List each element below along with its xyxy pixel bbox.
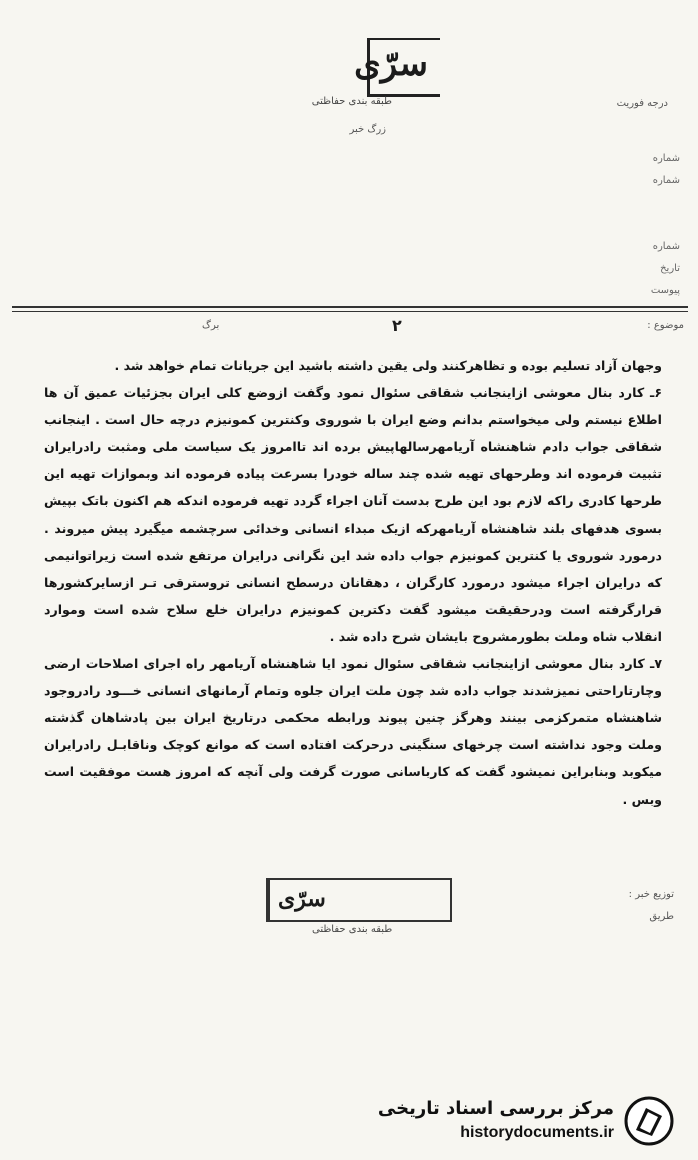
signature-word: سرّی bbox=[278, 886, 326, 912]
distribution-line: توزیع خبر : bbox=[628, 889, 674, 900]
form-field: تاریخ bbox=[660, 263, 680, 274]
stamp-word: سرّی bbox=[354, 44, 428, 84]
classification-note: زرگ خبر bbox=[349, 124, 386, 135]
document-body bbox=[44, 352, 662, 813]
subject-row bbox=[12, 316, 688, 338]
signature-caption: طبقه بندی حفاظتی bbox=[312, 924, 393, 935]
watermark-persian: مرکز بررسی اسناد تاریخی bbox=[377, 1098, 614, 1119]
distribution-block bbox=[564, 884, 674, 928]
stamp-caption: طبقه بندی حفاظتی bbox=[311, 96, 392, 107]
form-field: شماره bbox=[652, 175, 680, 186]
form-field: شماره bbox=[652, 153, 680, 164]
form-fields bbox=[530, 148, 680, 302]
paragraph: ۷ـ کارد بنال معوشی ازاینجانب شقاقی سئوال نمود ایا شاهنشاه آریامهر راه اجرای اصلاحات ارضی وچارتاراحتی نمیزشدند جواب داده شد چون ملت ایران جلوه وتمام آرمانهای انسانی خـــود رادروجود شاهنشاه متمرکزمی بینند وهرگز چنین پیوند ورابطه محکمی درتاریخ ایران بین پادشاهان گذشته وملت وجود نداشته است چرخهای سنگینی درحرکت افتاده است که موانع کوچک وناقابـل رادرایران میکوبد وبنابراین نمیشود گفت که کارباسانی صورت گرفت ولی آنچه که امروز هست موفقیت است وبس . bbox=[44, 656, 662, 807]
distribution-line: طریق bbox=[649, 911, 674, 922]
divider-rule-thin bbox=[12, 311, 688, 312]
form-field bbox=[530, 192, 680, 214]
sheet-label: برگ bbox=[202, 320, 220, 331]
paragraph: وجهان آزاد تسلیم بوده و تظاهرکنند ولی یقین داشته باشید این جریانات تمام خواهد شد . bbox=[114, 358, 662, 373]
archive-logo-icon bbox=[624, 1096, 674, 1146]
form-field bbox=[530, 214, 680, 236]
form-field: پیوست bbox=[650, 285, 680, 296]
priority-label: درجه فوریت bbox=[616, 98, 668, 109]
watermark bbox=[374, 1092, 674, 1150]
paragraph: ۶ـ کارد بنال معوشی ازاینجانب شقاقی سئوال نمود وگفت ازوضع کلی ایران بجزئیات عمیق آن ها اطلاع نیستم ولی میخواستم بدانم وضع ایران با شوروی وکنترین کمونیزم درچه حال است . اینجانب شقاقی جواب دادم شاهنشاه آریامهرسالهاپیش برده اند تاامروز یک سیاست ملی ومثبت رادرایران تثبیت فرموده اند وطرحهای تهیه شده چند ساله خودرا بسرعت پیاده فرموده اند وبموازات تهیه این طرحها کادری راکه لازم بود این طرح بدست آنان اجراء گردد تهیه فرموده اندکه هم اکنون باتک بپیش بسوی هدفهای بلند شاهنشاه آریامهرکه ازیک مبداء انسانی وخدائی سرچشمه میگیرد پیش میروند . درمورد شوروی یا کنترین کمونیزم جواب داده شد این نگرانی درایران مرتفع شده است زیراتوانیمی که درایران اجراء میشود درمورد کارگران ، دهقانان درسطح انسانی تروسترقی تـر ازسایرکشورها قرارگرفته است ودرحقیقت میشود گفت دکترین کمونیزم درایران خلع سلاح شده است وموارد انقلاب شاه وملت بطورمشروح بایشان شرح داده شد . bbox=[44, 385, 662, 644]
divider-rule bbox=[12, 306, 688, 308]
form-field: شماره bbox=[652, 241, 680, 252]
subject-label: موضوع : bbox=[647, 320, 684, 331]
signature-stamp bbox=[248, 872, 448, 936]
classification-stamp bbox=[262, 38, 440, 107]
watermark-english: historydocuments.ir bbox=[460, 1124, 614, 1141]
page-number: ۲ bbox=[392, 316, 402, 335]
